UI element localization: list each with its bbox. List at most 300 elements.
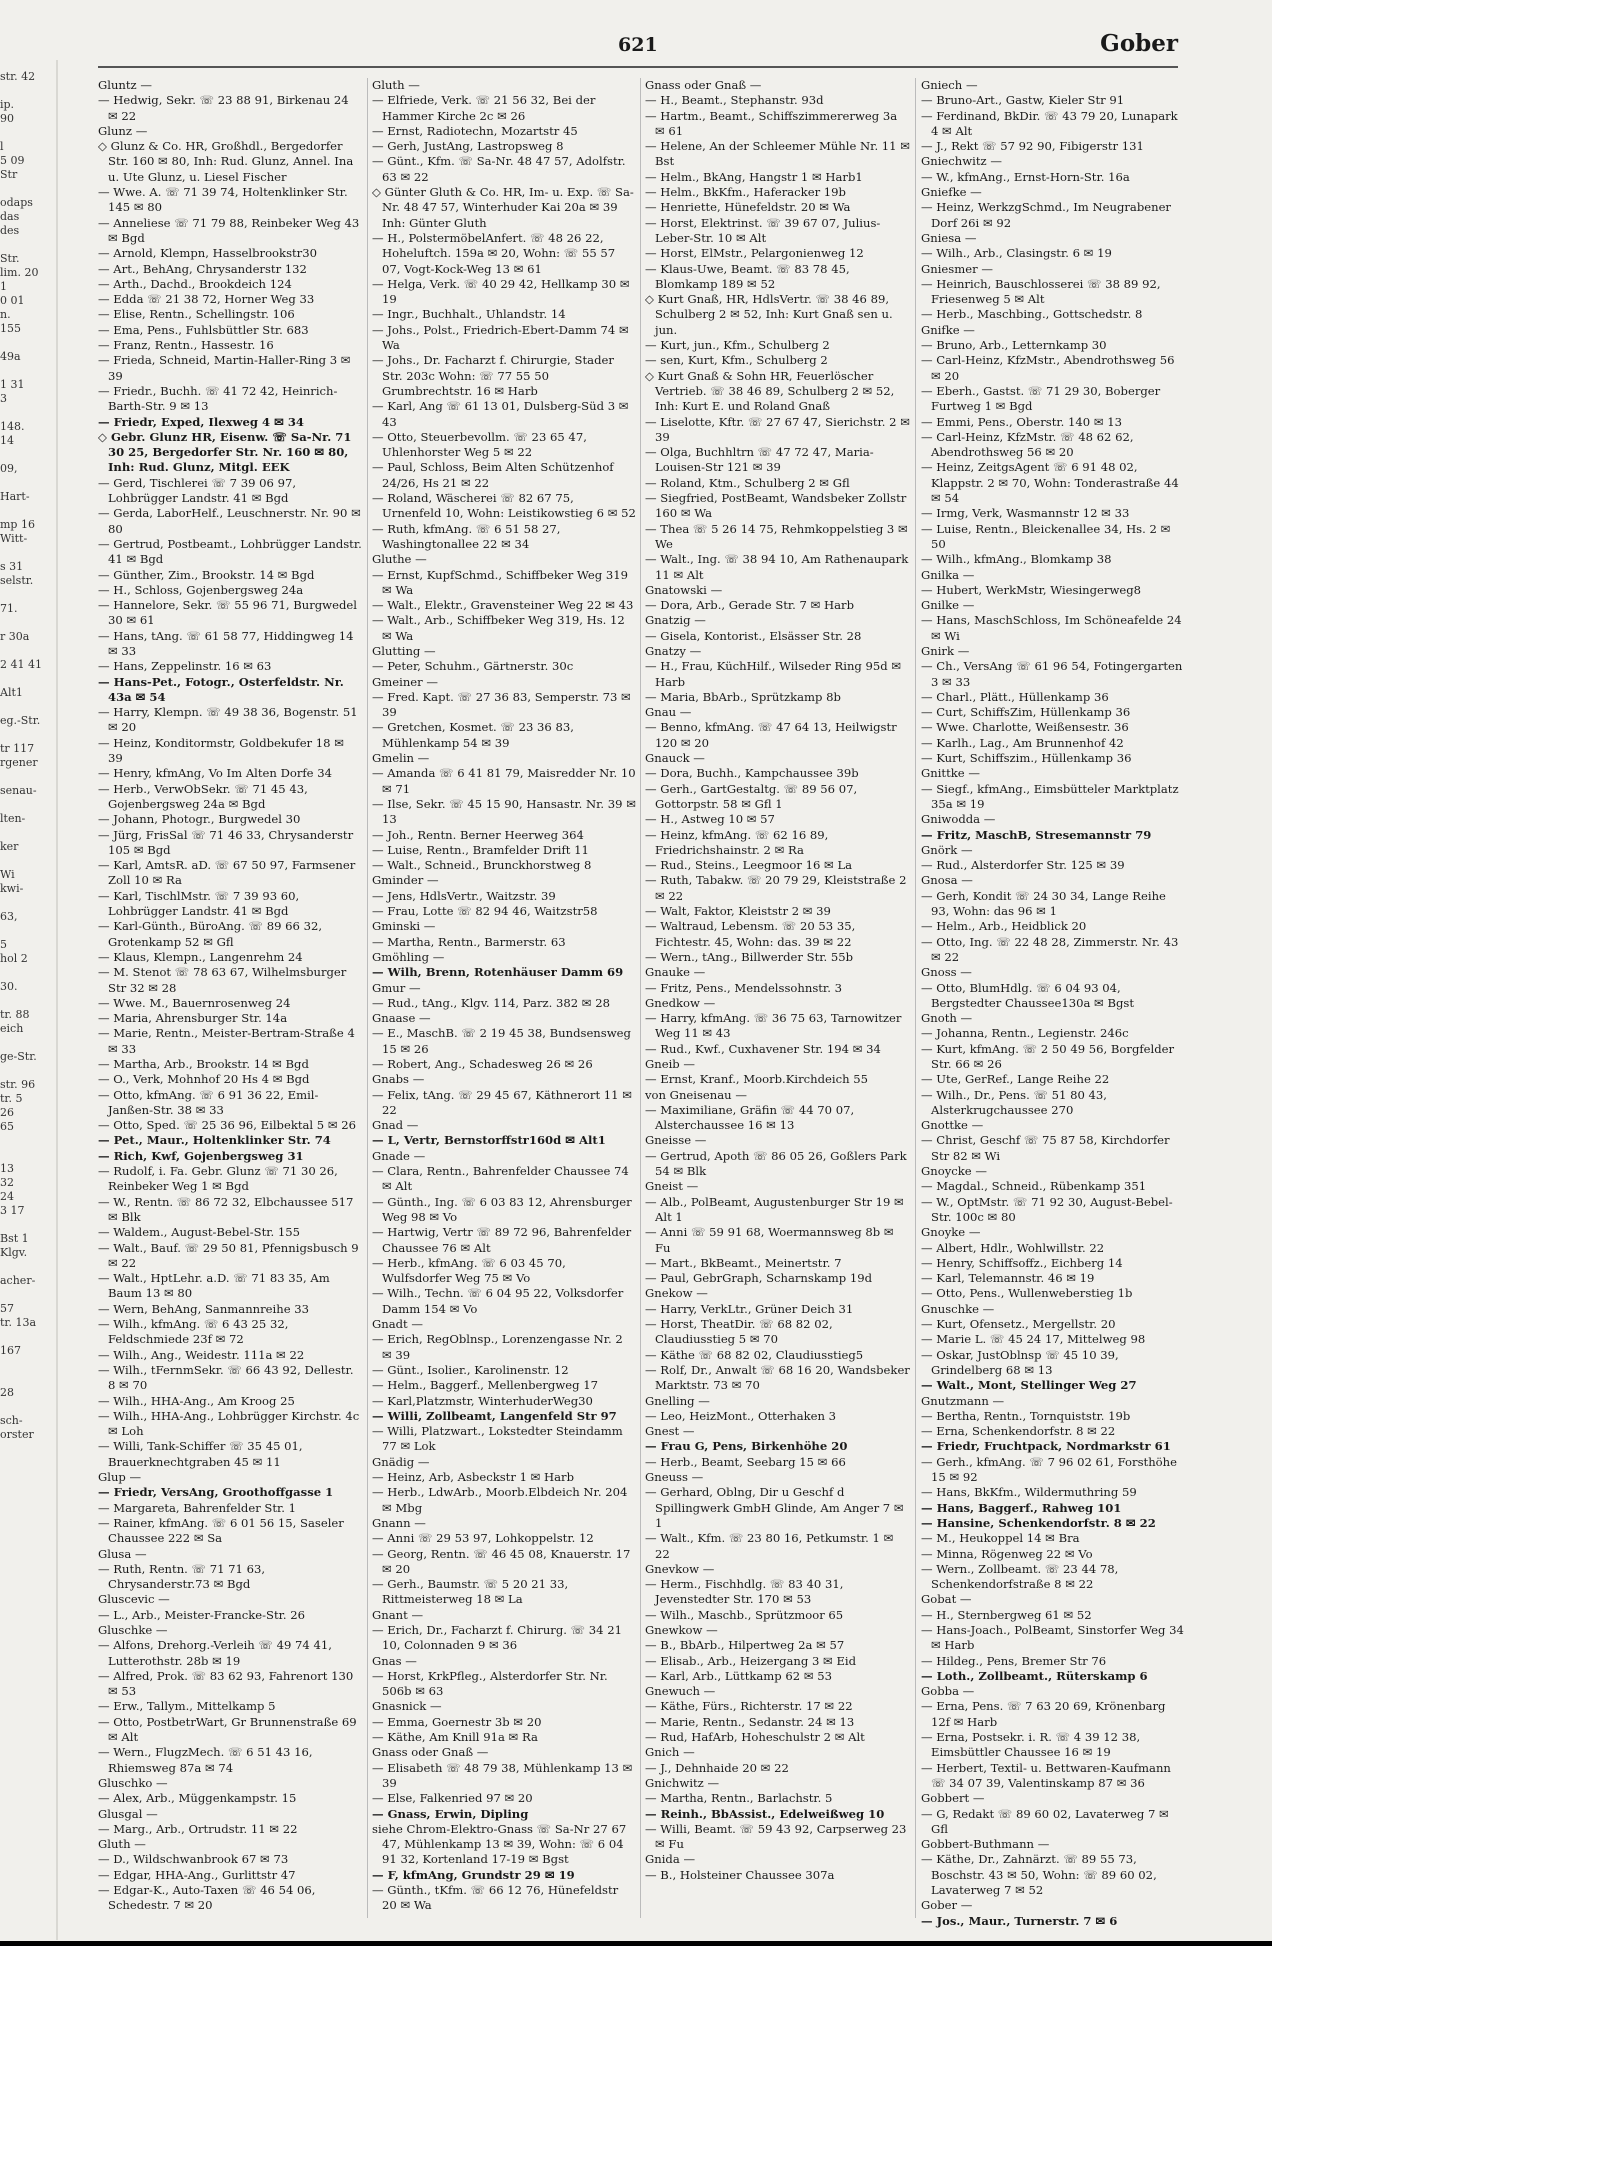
directory-entry: — Rud, HafArb, Hoheschulstr 2 ✉ Alt <box>645 1730 865 1745</box>
directory-entry: — Gerh, Kondit ☏ 24 30 34, Lange Reihe 93, Wohn: das 96 ✉ 1 <box>921 888 1166 919</box>
directory-entry: Gmeiner — <box>372 674 438 689</box>
header-rule <box>98 66 1178 68</box>
directory-entry: — Rolf, Dr., Anwalt ☏ 68 16 20, Wandsbeker Marktstr. 73 ✉ 70 <box>645 1362 910 1393</box>
directory-entry: — Walt., Mont, Stellinger Weg 27 <box>921 1378 1137 1393</box>
edge-fragment: ker <box>0 840 19 853</box>
directory-entry: ◇ Gebr. Glunz HR, Eisenw. ☏ Sa-Nr. 71 30 25, Bergedorfer Str. Nr. 160 ✉ 80, Inh: Rud. Glunz, Mitgl. EEK <box>98 429 352 475</box>
edge-fragment: 1 31 <box>0 378 25 391</box>
directory-entry: — Helm., Baggerf., Mellenbergweg 17 <box>372 1378 598 1393</box>
directory-entry: Gnirk — <box>921 643 970 658</box>
directory-entry: — Hartwig, Vertr ☏ 89 72 96, Bahrenfelder Chaussee 76 ✉ Alt <box>372 1225 632 1255</box>
directory-entry: Gnoycke — <box>921 1164 987 1179</box>
directory-entry: Gnosa — <box>921 873 973 888</box>
edge-fragment <box>0 1218 58 1232</box>
directory-entry: — Alex, Arb., Müggenkampstr. 15 <box>98 1791 297 1806</box>
directory-entry: — Otto, Ing. ☏ 22 48 28, Zimmerstr. Nr. 43 ✉ 22 <box>921 934 1179 964</box>
directory-entry: — O., Verk, Mohnhof 20 Hs 4 ✉ Bgd <box>98 1072 310 1087</box>
edge-fragment <box>0 1330 58 1344</box>
directory-entry: — Herb., VerwObSekr. ☏ 71 45 43, Gojenbergsweg 24a ✉ Bgd <box>98 781 308 811</box>
directory-entry: — Luise, Rentn., Bramfelder Drift 11 <box>372 842 589 857</box>
directory-entry: — Wern, BehAng, Sanmannreihe 33 <box>98 1301 310 1316</box>
directory-entry: — Margareta, Bahrenfelder Str. 1 <box>98 1500 297 1515</box>
directory-entry: Gobbert-Buthmann — <box>921 1837 1050 1852</box>
directory-entry: — Otto, BlumHdlg. ☏ 6 04 93 04, Bergstedter Chaussee130a ✉ Bgst <box>921 980 1134 1010</box>
directory-entry: — Walt., Schneid., Brunckhorstweg 8 <box>372 858 592 873</box>
directory-entry: — Hartm., Beamt., Schiffszimmererweg 3a ✉ 61 <box>645 108 898 138</box>
directory-entry: — Hans-Joach., PolBeamt, Sinstorfer Weg 34 ✉ Harb <box>921 1622 1184 1653</box>
directory-entry: Gniesa — <box>921 230 977 245</box>
directory-entry: — Ernst, Kranf., Moorb.Kirchdeich 55 <box>645 1072 868 1087</box>
directory-entry: — Roland, Wäscherei ☏ 82 67 75, Urnenfeld 10, Wohn: Leistikowstieg 6 ✉ 52 <box>372 491 636 521</box>
directory-entry: Gmur — <box>372 980 421 995</box>
directory-entry: — Gerd, Tischlerei ☏ 7 39 06 97, Lohbrügger Landstr. 41 ✉ Bgd <box>98 475 297 506</box>
directory-entry: — Karlh., Lag., Am Brunnenhof 42 <box>921 735 1124 750</box>
directory-entry: — Else, Falkenried 97 ✉ 20 <box>372 1791 533 1806</box>
edge-fragment: Klgv. <box>0 1246 28 1259</box>
edge-fragment: 90 <box>0 112 14 125</box>
directory-entry: — L., Arb., Meister-Francke-Str. 26 <box>98 1607 306 1622</box>
directory-entry: — Bertha, Rentn., Tornquiststr. 19b <box>921 1408 1131 1423</box>
edge-fragment: 71. <box>0 602 18 615</box>
directory-entry: — Hannelore, Sekr. ☏ 55 96 71, Burgwedel 30 ✉ 61 <box>98 598 357 628</box>
directory-entry: — Henriette, Hünefeldstr. 20 ✉ Wa <box>645 200 851 215</box>
directory-entry: — Kurt, Ofensetz., Mergellstr. 20 <box>921 1317 1116 1332</box>
directory-entry: — Johanna, Rentn., Legienstr. 246c <box>921 1026 1129 1041</box>
directory-entry: — Heinz, kfmAng. ☏ 62 16 89, Friedrichshainstr. 2 ✉ Ra <box>645 827 829 857</box>
directory-entry: — Herb., Maschbing., Gottschedstr. 8 <box>921 307 1143 322</box>
directory-entry: — W., OptMstr. ☏ 71 92 30, August-Bebel-Str. 100c ✉ 80 <box>921 1194 1173 1224</box>
edge-fragment: str. 42 <box>0 70 36 83</box>
edge-fragment <box>0 504 58 518</box>
directory-entry: — Martha, Rentn., Barmerstr. 63 <box>372 934 566 949</box>
directory-entry: — Dora, Buchh., Kampchaussee 39b <box>645 766 859 781</box>
directory-entry: — Maria, BbArb., Sprützkamp 8b <box>645 689 841 704</box>
directory-entry: — Edgar, HHA-Ang., Gurlittstr 47 <box>98 1867 296 1882</box>
edge-fragment: odaps <box>0 196 33 209</box>
directory-entry: — Hubert, WerkMstr, Wiesingerweg8 <box>921 582 1142 597</box>
directory-entry: — Wern., tAng., Billwerder Str. 55b <box>645 949 854 964</box>
directory-entry: Gnutzmann — <box>921 1393 1005 1408</box>
directory-entry: Gneib — <box>645 1057 695 1071</box>
edge-fragment <box>0 476 58 490</box>
edge-fragment: 57 <box>0 1302 14 1315</box>
directory-entry: — Horst, TheatDir. ☏ 68 82 02, Claudiusstieg 5 ✉ 70 <box>645 1317 833 1347</box>
directory-entry: Gnoss — <box>921 965 972 980</box>
directory-entry: — Klaus-Uwe, Beamt. ☏ 83 78 45, Blomkamp 189 ✉ 52 <box>645 261 850 291</box>
directory-entry: — Erna, Pens. ☏ 7 63 20 69, Krönenbarg 12f ✉ Harb <box>921 1699 1166 1729</box>
directory-entry: — Hans, Baggerf., Rahweg 101 <box>921 1500 1122 1515</box>
directory-entry: — Heinz, WerkzgSchmd., Im Neugrabener Dorf 26i ✉ 92 <box>921 200 1171 230</box>
directory-entry: — Helga, Verk. ☏ 40 29 42, Hellkamp 30 ✉ 19 <box>372 276 630 307</box>
directory-entry: — Art., BehAng, Chrysanderstr 132 <box>98 261 307 276</box>
directory-entry: — Wilh., kfmAng. ☏ 6 43 25 32, Feldschmiede 23f ✉ 72 <box>98 1317 289 1347</box>
directory-entry: — Frieda, Schneid, Martin-Haller-Ring 3 ✉ 39 <box>98 353 351 383</box>
directory-entry: ◇ Glunz & Co. HR, Großhdl., Bergedorfer Str. 160 ✉ 80, Inh: Rud. Glunz, Annel. Ina u. Ute Glunz, u. Liesel Fischer <box>98 139 354 184</box>
directory-entry: — Felix, tAng. ☏ 29 45 67, Käthnerort 11 ✉ 22 <box>372 1087 632 1117</box>
directory-entry: — Ernst, Radiotechn, Mozartstr 45 <box>372 123 578 138</box>
directory-entry: — H., Beamt., Stephanstr. 93d <box>645 93 824 108</box>
directory-entry: — Günth., tKfm. ☏ 66 12 76, Hünefeldstr 20 ✉ Wa <box>372 1883 619 1913</box>
directory-entry: — Otto, kfmAng. ☏ 6 91 36 22, Emil-Janßen-Str. 38 ✉ 33 <box>98 1087 319 1117</box>
directory-entry: — Marie, Rentn., Meister-Bertram-Straße 4 ✉ 33 <box>98 1026 355 1056</box>
directory-entry: — Harry, VerkLtr., Grüner Deich 31 <box>645 1301 854 1316</box>
directory-entry: — Pet., Maur., Holtenklinker Str. 74 <box>98 1133 331 1148</box>
directory-entry: Glutting — <box>372 643 436 658</box>
directory-entry: — Willi, Tank-Schiffer ☏ 35 45 01, Brauerknechtgraben 45 ✉ 11 <box>98 1439 303 1469</box>
directory-entry: Gnilke — <box>921 598 975 613</box>
directory-entry: — Clara, Rentn., Bahrenfelder Chaussee 74 ✉ Alt <box>372 1164 629 1194</box>
scan-bottom-edge <box>0 1941 1272 1946</box>
directory-entry: — Olga, Buchhltrn ☏ 47 72 47, Maria-Louisen-Str 121 ✉ 39 <box>645 445 874 475</box>
directory-entry: Gnichwitz — <box>645 1775 720 1790</box>
edge-fragment: l <box>0 140 4 153</box>
edge-fragment: mp 16 <box>0 518 35 531</box>
directory-entry: — Günt., Kfm. ☏ Sa-Nr. 48 47 57, Adolfstr. 63 ✉ 22 <box>372 154 626 184</box>
directory-entry: Gnann — <box>372 1515 426 1530</box>
directory-entry: — Hans, tAng. ☏ 61 58 77, Hiddingweg 14 ✉ 33 <box>98 628 354 658</box>
directory-entry: — Walt., Kfm. ☏ 23 80 16, Petkumstr. 1 ✉ 22 <box>645 1531 894 1561</box>
edge-fragment <box>0 728 58 742</box>
directory-entry: — Gretchen, Kosmet. ☏ 23 36 83, Mühlenkamp 54 ✉ 39 <box>372 720 574 750</box>
directory-entry: — Horst, KrkPfleg., Alsterdorfer Str. Nr. 506b ✉ 63 <box>372 1668 608 1699</box>
directory-entry: — Gerh., GartGestaltg. ☏ 89 56 07, Gottorpstr. 58 ✉ Gfl 1 <box>645 781 858 811</box>
edge-fragment <box>0 896 58 910</box>
directory-entry: Gniech — <box>921 78 978 92</box>
directory-entry: — Ferdinand, BkDir. ☏ 43 79 20, Lunapark 4 ✉ Alt <box>921 108 1178 138</box>
directory-entry: — Luise, Rentn., Bleickenallee 34, Hs. 2 ✉ 50 <box>921 521 1171 551</box>
directory-entry: — G, Redakt ☏ 89 60 02, Lavaterweg 7 ✉ Gfl <box>921 1806 1169 1836</box>
directory-entry: — Martha, Arb., Brookstr. 14 ✉ Bgd <box>98 1057 309 1071</box>
directory-entry: Gnatowski — <box>645 582 723 597</box>
directory-entry: — Henry, kfmAng, Vo Im Alten Dorfe 34 <box>98 766 332 781</box>
directory-entry: — Herbert, Textil- u. Bettwaren-Kaufmann ☏ 34 07 39, Valentinskamp 87 ✉ 36 <box>921 1760 1171 1790</box>
directory-entry: — Georg, Rentn. ☏ 46 45 08, Knauerstr. 17 ✉ 20 <box>372 1546 631 1576</box>
edge-fragment: rgener <box>0 756 38 769</box>
directory-entry: — Helm., BkKfm., Haferacker 19b <box>645 185 846 200</box>
directory-entry: Gluschko — <box>98 1775 168 1790</box>
directory-entry: — Hansine, Schenkendorfstr. 8 ✉ 22 <box>921 1515 1156 1530</box>
edge-fragment: eg.-Str. <box>0 714 41 727</box>
directory-entry: — Käthe ☏ 68 82 02, Claudiusstieg5 <box>645 1347 864 1362</box>
directory-entry: — Arth., Dachd., Brookdeich 124 <box>98 276 292 291</box>
directory-entry: Gluntz — <box>98 78 152 92</box>
directory-entry: — Erich, RegOblnsp., Lorenzengasse Nr. 2 ✉ 39 <box>372 1332 623 1362</box>
directory-entry: Gmelin — <box>372 751 430 766</box>
directory-entry: — Amanda ☏ 6 41 81 79, Maisredder Nr. 10 ✉ 71 <box>372 766 636 796</box>
directory-entry: — Wwe. A. ☏ 71 39 74, Holtenklinker Str. 145 ✉ 80 <box>98 185 348 215</box>
book-gutter <box>56 60 58 1940</box>
directory-column-3 <box>645 78 910 1918</box>
directory-entry: ◇ Günter Gluth & Co. HR, Im- u. Exp. ☏ Sa-Nr. 48 47 57, Winterhuder Kai 20a ✉ 39 Inh: Günter Gluth <box>372 185 634 230</box>
edge-fragment: 13 <box>0 1162 14 1175</box>
directory-entry: — Erw., Tallym., Mittelkamp 5 <box>98 1699 276 1714</box>
edge-fragment: 167 <box>0 1344 21 1357</box>
directory-entry: — Helm., BkAng, Hangstr 1 ✉ Harb1 <box>645 169 863 184</box>
directory-entry: — B., BbArb., Hilpertweg 2a ✉ 57 <box>645 1638 845 1653</box>
directory-entry: — Wilh., HHA-Ang., Lohbrügger Kirchstr. 4c ✉ Loh <box>98 1408 360 1439</box>
directory-entry: — Reinh., BbAssist., Edelweißweg 10 <box>645 1806 885 1821</box>
directory-entry: — Käthe, Fürs., Richterstr. 17 ✉ 22 <box>645 1699 853 1714</box>
column-separator <box>367 78 368 1918</box>
directory-entry: — Otto, PostbetrWart, Gr Brunnenstraße 69 ✉ Alt <box>98 1714 357 1745</box>
directory-entry: — Ch., VersAng ☏ 61 96 54, Fotingergarten 3 ✉ 33 <box>921 659 1183 689</box>
edge-fragment <box>0 546 58 560</box>
directory-entry: — Emmi, Pens., Oberstr. 140 ✉ 13 <box>921 414 1122 429</box>
directory-entry: Glusa — <box>98 1546 147 1561</box>
edge-fragment: des <box>0 224 20 237</box>
directory-entry: — Friedr, VersAng, Groothoffgasse 1 <box>98 1485 334 1500</box>
edge-fragment: 24 <box>0 1190 14 1203</box>
directory-entry: — Martha, Rentn., Barlachstr. 5 <box>645 1791 833 1806</box>
edge-fragment: ip. <box>0 98 15 111</box>
directory-entry: — Curt, SchiffsZim, Hüllenkamp 36 <box>921 705 1131 720</box>
directory-entry: — Walt., Arb., Schiffbeker Weg 319, Hs. 12 ✉ Wa <box>372 613 625 643</box>
directory-column-2 <box>372 78 636 1918</box>
edge-fragment: 26 <box>0 1106 14 1119</box>
edge-fragment <box>0 1288 58 1302</box>
directory-entry: — Edda ☏ 21 38 72, Horner Weg 33 <box>98 292 315 307</box>
directory-entry: — Friedr, Fruchtpack, Nordmarkstr 61 <box>921 1439 1171 1454</box>
edge-fragment: tr. 13a <box>0 1316 37 1329</box>
directory-entry: Gnifke — <box>921 322 975 337</box>
directory-entry: — Roland, Ktm., Schulberg 2 ✉ Gfl <box>645 475 850 490</box>
directory-entry: — Gertrud, Postbeamt., Lohbrügger Landstr. 41 ✉ Bgd <box>98 536 362 567</box>
edge-fragment: lten- <box>0 812 26 825</box>
directory-entry: — Alfons, Drehorg.-Verleih ☏ 49 74 41, Lutterothstr. 28b ✉ 19 <box>98 1638 332 1668</box>
directory-entry: — Marie, Rentn., Sedanstr. 24 ✉ 13 <box>645 1714 855 1729</box>
directory-entry: Gnottke — <box>921 1118 984 1133</box>
directory-entry: Gnade — <box>372 1148 426 1163</box>
directory-entry: — Elfriede, Verk. ☏ 21 56 32, Bei der Hammer Kirche 2c ✉ 26 <box>372 93 596 123</box>
directory-entry: — Heinz, Arb, Asbeckstr 1 ✉ Harb <box>372 1470 575 1485</box>
directory-entry: — Rud., tAng., Klgv. 114, Parz. 382 ✉ 28 <box>372 995 610 1010</box>
edge-fragment <box>0 994 58 1008</box>
directory-entry: — D., Wildschwanbrook 67 ✉ 73 <box>98 1852 289 1867</box>
directory-entry: Gnau — <box>645 705 692 720</box>
directory-entry: — Karl, AmtsR. aD. ☏ 67 50 97, Farmsener Zoll 10 ✉ Ra <box>98 858 356 888</box>
directory-entry: — M., Heukoppel 14 ✉ Bra <box>921 1531 1080 1546</box>
directory-column-4 <box>921 78 1186 1928</box>
directory-entry: — Otto, Pens., Wullenweberstieg 1b <box>921 1286 1133 1301</box>
directory-entry: Gneuss — <box>645 1470 704 1485</box>
directory-entry: — Wwe. Charlotte, Weißensestr. 36 <box>921 720 1129 735</box>
directory-entry: Gnant — <box>372 1607 424 1622</box>
directory-entry: — Erich, Dr., Facharzt f. Chirurg. ☏ 34 21 10, Colonnaden 9 ✉ 36 <box>372 1622 622 1653</box>
directory-entry: Gnauke — <box>645 965 706 980</box>
directory-entry: — Harry, kfmAng. ☏ 36 75 63, Tarnowitzer Weg 11 ✉ 43 <box>645 1011 902 1041</box>
directory-entry: — sen, Kurt, Kfm., Schulberg 2 <box>645 353 828 368</box>
directory-entry: — Eberh., Gastst. ☏ 71 29 30, Boberger Furtweg 1 ✉ Bgd <box>921 383 1161 414</box>
directory-entry: — Gerhard, Oblng, Dir u Geschf d Spillingwerk GmbH Glinde, Am Anger 7 ✉ 1 <box>645 1485 904 1530</box>
directory-entry: — Edgar-K., Auto-Taxen ☏ 46 54 06, Schedestr. 7 ✉ 20 <box>98 1883 316 1913</box>
edge-fragment: tr 117 <box>0 742 35 755</box>
directory-entry: — Harry, Klempn. ☏ 49 38 36, Bogenstr. 51 ✉ 20 <box>98 705 358 735</box>
edge-fragment: str. 96 <box>0 1078 36 1091</box>
directory-entry: — Heinz, ZeitgsAgent ☏ 6 91 48 02, Klappstr. 2 ✉ 70, Wohn: Tonderastraße 44 ✉ 54 <box>921 460 1179 506</box>
directory-entry: — Jos., Maur., Turnerstr. 7 ✉ 6 <box>921 1913 1118 1928</box>
directory-entry: Gnedkow — <box>645 995 716 1010</box>
directory-entry: Glusgal — <box>98 1806 158 1821</box>
directory-entry: Gnauck — <box>645 751 705 766</box>
edge-fragment: Witt- <box>0 532 28 545</box>
edge-fragment: s 31 <box>0 560 24 573</box>
directory-entry: Gneist — <box>645 1179 699 1194</box>
directory-entry: — Karl, Arb., Lüttkamp 62 ✉ 53 <box>645 1668 832 1683</box>
directory-entry: Gnida — <box>645 1852 696 1867</box>
directory-entry: Gnewuch — <box>645 1684 716 1699</box>
edge-fragment <box>0 826 58 840</box>
edge-fragment <box>0 798 58 812</box>
directory-entry: — Wilh., Maschb., Sprützmoor 65 <box>645 1607 844 1622</box>
edge-fragment: n. <box>0 308 11 321</box>
edge-fragment <box>0 406 58 420</box>
directory-entry: Gnaase — <box>372 1011 431 1026</box>
directory-entry: — Herb., LdwArb., Moorb.Elbdeich Nr. 204 ✉ Mbg <box>372 1485 628 1515</box>
directory-entry: — Karl, Telemannstr. 46 ✉ 19 <box>921 1271 1095 1286</box>
edge-fragment <box>0 126 58 140</box>
directory-entry: — Käthe, Am Knill 91a ✉ Ra <box>372 1730 538 1745</box>
directory-entry: — Rud., Kwf., Cuxhavener Str. 194 ✉ 34 <box>645 1041 881 1056</box>
directory-entry: — Walt, Faktor, Kleiststr 2 ✉ 39 <box>645 904 831 919</box>
directory-entry: Gnoth — <box>921 1011 973 1026</box>
directory-entry: Gminder — <box>372 873 439 888</box>
directory-entry: — Karl,Platzmstr, WinterhuderWeg30 <box>372 1393 593 1408</box>
directory-entry: — Wwe. M., Bauernrosenweg 24 <box>98 995 291 1010</box>
edge-fragment <box>0 1372 58 1386</box>
edge-fragment: 65 <box>0 1120 14 1133</box>
directory-entry: — Ingr., Buchhalt., Uhlandstr. 14 <box>372 307 566 322</box>
edge-fragment: ge-Str. <box>0 1050 37 1063</box>
directory-entry: — F, kfmAng, Grundstr 29 ✉ 19 <box>372 1867 575 1882</box>
directory-entry: siehe Chrom-Elektro-Gnass ☏ Sa-Nr 27 67 47, Mühlenkamp 13 ✉ 39, Wohn: ☏ 6 04 91 32, Kortenland 17-19 ✉ Bgst <box>372 1821 627 1867</box>
edge-fragment: 0 01 <box>0 294 25 307</box>
edge-fragment: 1 <box>0 280 7 293</box>
directory-entry: Gobat — <box>921 1592 972 1607</box>
directory-entry: Glunz — <box>98 123 148 138</box>
edge-fragment <box>0 182 58 196</box>
directory-entry: — Gertrud, Apoth ☏ 86 05 26, Goßlers Park 54 ✉ Blk <box>645 1148 907 1179</box>
directory-entry: Gnuschke — <box>921 1301 995 1316</box>
edge-fragment: sch- <box>0 1414 23 1427</box>
directory-entry: Gniechwitz — <box>921 154 1002 169</box>
directory-entry: — Magdal., Schneid., Rübenkamp 351 <box>921 1179 1147 1194</box>
directory-entry: — Gerh., kfmAng. ☏ 7 96 02 61, Forsthöhe 15 ✉ 92 <box>921 1454 1177 1485</box>
directory-entry: ◇ Kurt Gnaß & Sohn HR, Feuerlöscher Vertrieb. ☏ 38 46 89, Schulberg 2 ✉ 52, Inh: Kurt E. und Roland Gnaß <box>645 368 895 414</box>
directory-entry: — H., Schloss, Gojenbergsweg 24a <box>98 582 304 597</box>
directory-entry: Gnekow — <box>645 1286 708 1301</box>
edge-fragment: 148. <box>0 420 25 433</box>
directory-entry: — Rud., Steins., Leegmoor 16 ✉ La <box>645 858 853 873</box>
directory-entry: — Heinrich, Bauschlosserei ☏ 38 89 92, Friesenweg 5 ✉ Alt <box>921 276 1161 307</box>
directory-entry: Gniesmer — <box>921 261 993 276</box>
directory-entry: — Ilse, Sekr. ☏ 45 15 90, Hansastr. Nr. 39 ✉ 13 <box>372 796 636 827</box>
directory-entry: — Gnass, Erwin, Dipling <box>372 1806 529 1821</box>
directory-entry: — Wern., FlugzMech. ☏ 6 51 43 16, Rhiemsweg 87a ✉ 74 <box>98 1745 313 1775</box>
edge-fragment: r 30a <box>0 630 30 643</box>
directory-entry: Gnatzy — <box>645 643 702 658</box>
edge-fragment <box>0 336 58 350</box>
directory-entry: — Oskar, JustOblnsp ☏ 45 10 39, Grindelberg 68 ✉ 13 <box>921 1347 1119 1377</box>
directory-entry: — Rud., Alsterdorfer Str. 125 ✉ 39 <box>921 858 1125 873</box>
directory-entry: — E., MaschB. ☏ 2 19 45 38, Bundsensweg 15 ✉ 26 <box>372 1026 631 1056</box>
directory-entry: — Elisab., Arb., Heizergang 3 ✉ Eid <box>645 1653 857 1668</box>
directory-entry: — Hans, MaschSchloss, Im Schöneafelde 24 ✉ Wi <box>921 613 1182 643</box>
directory-entry: Gobbert — <box>921 1791 985 1806</box>
edge-fragment <box>0 966 58 980</box>
directory-entry: Gneisse — <box>645 1133 707 1148</box>
directory-entry: — Wilh., kfmAng., Blomkamp 38 <box>921 552 1112 567</box>
directory-entry: — Elise, Rentn., Schellingstr. 106 <box>98 307 295 322</box>
directory-entry: — Otto, Sped. ☏ 25 36 96, Eilbektal 5 ✉ 26 <box>98 1118 357 1133</box>
directory-entry: — Hedwig, Sekr. ☏ 23 88 91, Birkenau 24 ✉ 22 <box>98 93 349 123</box>
directory-entry: — Ute, GerRef., Lange Reihe 22 <box>921 1072 1110 1087</box>
directory-entry: — Fritz, MaschB, Stresemannstr 79 <box>921 827 1152 842</box>
directory-entry: — Bruno, Arb., Letternkamp 30 <box>921 338 1107 353</box>
directory-entry: — Waltraud, Lebensm. ☏ 20 53 35, Fichtestr. 45, Wohn: das. 39 ✉ 22 <box>645 919 856 949</box>
edge-fragment <box>0 644 58 658</box>
edge-fragment <box>0 616 58 630</box>
directory-entry: — Gerda, LaborHelf., Leuschnerstr. Nr. 90 ✉ 80 <box>98 506 361 536</box>
edge-fragment <box>0 1148 58 1162</box>
directory-entry: Gnasnick — <box>372 1699 442 1714</box>
directory-column-1 <box>98 78 362 1918</box>
directory-entry: — Wilh., tFernmSekr. ☏ 66 43 92, Dellestr. 8 ✉ 70 <box>98 1362 354 1393</box>
edge-fragment: Wi <box>0 868 15 881</box>
edge-fragment <box>0 700 58 714</box>
directory-entry: Gobba — <box>921 1684 975 1699</box>
directory-entry: — Gisela, Kontorist., Elsässer Str. 28 <box>645 628 862 643</box>
directory-entry: — Friedr., Buchh. ☏ 41 72 42, Heinrich-Barth-Str. 9 ✉ 13 <box>98 383 338 414</box>
edge-fragment: Hart- <box>0 490 30 503</box>
directory-entry: — H., Frau, KüchHilf., Wilseder Ring 95d ✉ Harb <box>645 659 902 689</box>
edge-fragment <box>0 1036 58 1050</box>
directory-entry: — Franz, Rentn., Hassestr. 16 <box>98 338 274 353</box>
edge-fragment <box>0 1358 58 1372</box>
edge-fragment: 09, <box>0 462 18 475</box>
directory-entry: — Wern., Zollbeamt. ☏ 23 44 78, Schenkendorfstraße 8 ✉ 22 <box>921 1561 1119 1592</box>
directory-entry: — Robert, Ang., Schadesweg 26 ✉ 26 <box>372 1057 593 1071</box>
directory-entry: Gluth — <box>372 78 420 92</box>
directory-entry: — Günth., Ing. ☏ 6 03 83 12, Ahrensburger Weg 98 ✉ Vo <box>372 1194 632 1224</box>
directory-entry: — Joh., Rentn. Berner Heerweg 364 <box>372 827 584 842</box>
edge-fragment: 3 17 <box>0 1204 25 1217</box>
directory-entry: — Günther, Zim., Brookstr. 14 ✉ Bgd <box>98 567 315 582</box>
directory-entry: Gnilka — <box>921 567 975 582</box>
directory-entry: — Karl, TischlMstr. ☏ 7 39 93 60, Lohbrügger Landstr. 41 ✉ Bgd <box>98 888 300 919</box>
directory-entry: — Hans, Zeppelinstr. 16 ✉ 63 <box>98 659 272 674</box>
edge-fragment <box>0 672 58 686</box>
page-header <box>98 30 1178 60</box>
edge-fragment: acher- <box>0 1274 36 1287</box>
directory-entry: — Walt., Elektr., Gravensteiner Weg 22 ✉ 43 <box>372 598 634 613</box>
directory-entry: — B., Holsteiner Chaussee 307a <box>645 1867 835 1882</box>
directory-entry: — Leo, HeizMont., Otterhaken 3 <box>645 1408 837 1423</box>
edge-fragment: 3 <box>0 392 7 405</box>
edge-fragment <box>0 84 58 98</box>
edge-fragment <box>0 1400 58 1414</box>
directory-entry: — Albert, Hdlr., Wohlwillstr. 22 <box>921 1240 1105 1255</box>
directory-entry: — Helm., Arb., Heidblick 20 <box>921 919 1087 934</box>
directory-entry: Gnabs — <box>372 1072 425 1087</box>
directory-entry: — Minna, Rögenweg 22 ✉ Vo <box>921 1546 1093 1561</box>
directory-entry: — Wilh., Ang., Weidestr. 111a ✉ 22 <box>98 1347 305 1362</box>
directory-entry: Gnelling — <box>645 1393 710 1408</box>
directory-entry: — Rainer, kfmAng. ☏ 6 01 56 15, Saseler Chaussee 222 ✉ Sa <box>98 1515 344 1546</box>
edge-fragment <box>0 588 58 602</box>
directory-entry: — W., Rentn. ☏ 86 72 32, Elbchaussee 517 ✉ Blk <box>98 1194 354 1224</box>
edge-fragment: Str. <box>0 252 20 265</box>
directory-entry: — Paul, GebrGraph, Scharnskamp 19d <box>645 1271 873 1286</box>
